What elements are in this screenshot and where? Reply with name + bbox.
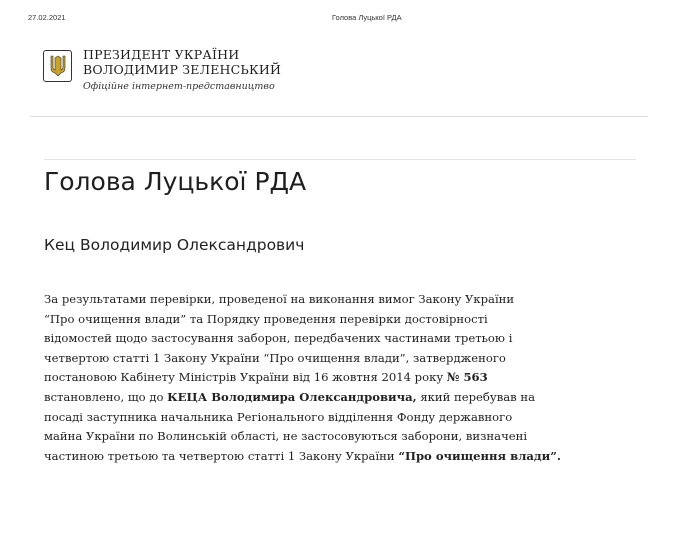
print-header (0, 13, 675, 27)
line-text: який перебував на (416, 389, 535, 404)
content-divider (44, 159, 636, 160)
site-logo[interactable] (43, 44, 603, 104)
trident-icon (43, 50, 72, 82)
article-line: посаді заступника начальника Регіонального відділення Фонду державного (44, 409, 513, 424)
resolution-number: № 563 (446, 370, 488, 385)
print-title: Голова Луцької РДА (332, 13, 402, 22)
site-subtitle: Офіційне інтернет-представництво (83, 81, 275, 92)
print-date: 27.02.2021 (28, 13, 66, 22)
site-name-line1: ПРЕЗИДЕНТ УКРАЇНИ (83, 47, 240, 62)
article-body (44, 290, 644, 466)
line-text: встановлено, що до (44, 389, 168, 404)
person-name-bold: КЕЦА Володимира Олександровича, (167, 389, 417, 404)
article-line (44, 447, 644, 467)
article-line: майна України по Волинській області, не застосовуються заборони, визначені (44, 429, 528, 444)
person-name: Кец Володимир Олександрович (44, 236, 305, 254)
site-name (83, 47, 281, 77)
line-text: постановою Кабінету Міністрів України від 16 жовтня 2014 року (44, 370, 447, 385)
line-text: частиною третьою та четвертою статті 1 Закону України (44, 448, 399, 463)
header-divider (30, 116, 648, 117)
article-line: За результатами перевірки, проведеної на виконання вимог Закону України (44, 292, 515, 306)
article-line (44, 368, 644, 388)
article-line: четвертою статті 1 Закону України “Про очищення влади”, затвердженого (44, 350, 506, 365)
law-name-bold: “Про очищення влади”. (398, 448, 561, 463)
article-line (44, 388, 644, 408)
page-title: Голова Луцької РДА (44, 167, 307, 196)
site-name-line2: ВОЛОДИМИР ЗЕЛЕНСЬКИЙ (83, 62, 282, 77)
article-line: відомостей щодо застосування заборон, передбачених частинами третьою і (44, 331, 513, 346)
article-line: “Про очищення влади” та Порядку проведення перевірки достовірності (44, 311, 488, 326)
